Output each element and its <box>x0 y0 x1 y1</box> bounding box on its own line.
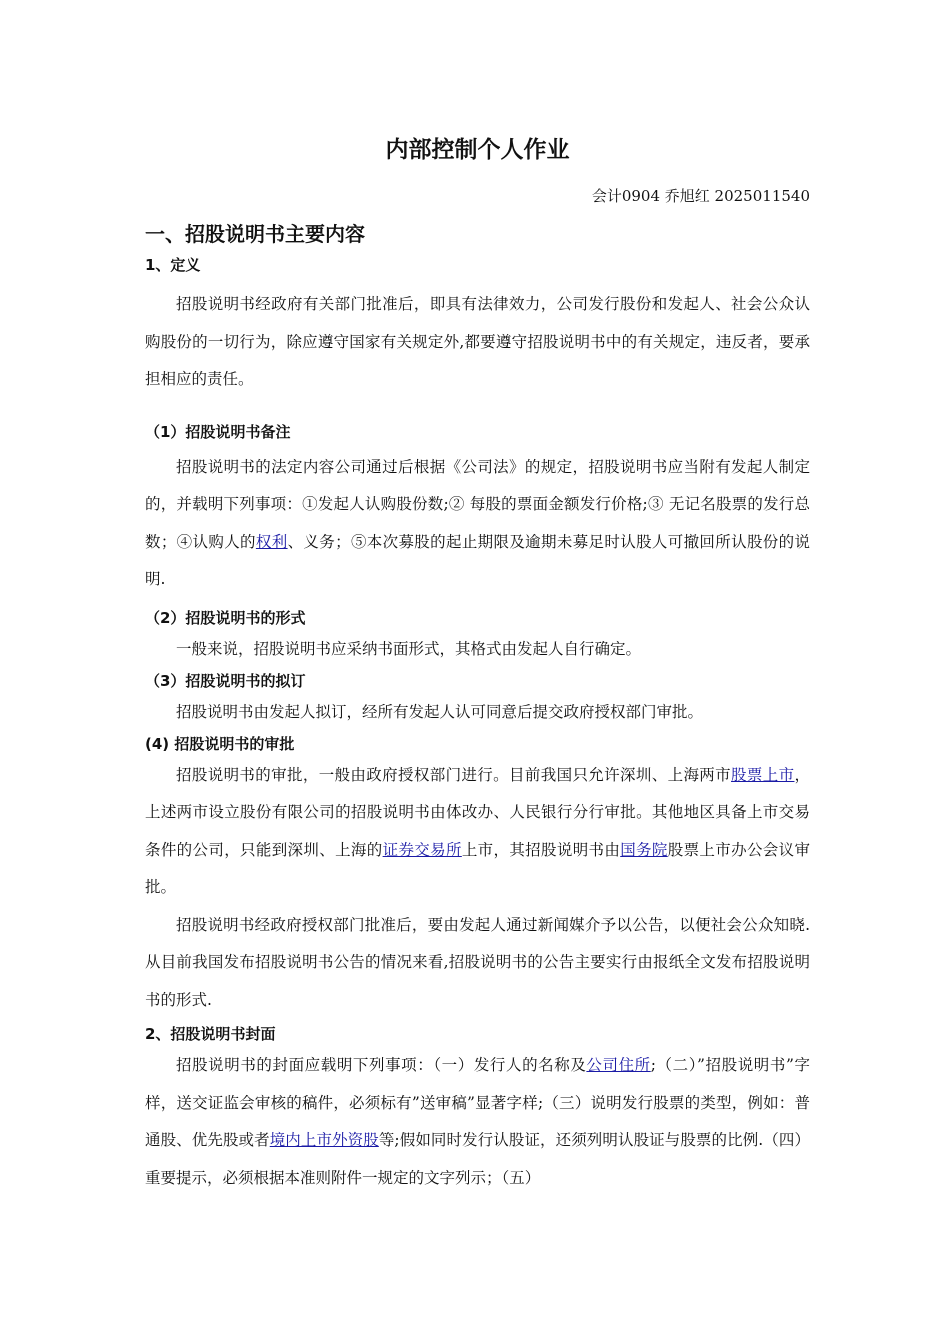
author-line: 会计0904 乔旭红 2025011540 <box>591 187 810 205</box>
link-stock-listing[interactable]: 股票上市 <box>731 765 795 784</box>
cover-paragraph <box>145 1047 810 1197</box>
subsection-heading-cover: 2、招股说明书封面 <box>145 1025 276 1043</box>
link-state-council[interactable]: 国务院 <box>620 840 668 859</box>
text-run: 股票上市办公会议审批。 <box>145 840 810 896</box>
note-heading-4: (4) 招股说明书的审批 <box>145 734 295 753</box>
link-rights[interactable]: 权利 <box>255 532 288 551</box>
note-paragraph-4 <box>145 757 810 907</box>
page-title: 内部控制个人作业 <box>385 137 570 163</box>
text-run: 招股说明书的审批，一般由政府授权部门进行。目前我国只允许深圳、上海两市 <box>176 765 732 784</box>
link-company-address[interactable]: 公司住所 <box>586 1056 651 1074</box>
note-paragraph-4b: 招股说明书经政府授权部门批准后，要由发起人通过新闻媒介予以公告，以便社会公众知晓.从目前我国发布招股说明书公告的情况来看,招股说明书的公告主要实行由报纸全文发布招股说明书的形式. <box>145 915 810 1009</box>
link-stock-exchange[interactable]: 证券交易所 <box>382 840 462 859</box>
note-paragraph-3: 招股说明书由发起人拟订，经所有发起人认可同意后提交政府授权部门审批。 <box>176 702 704 721</box>
link-domestic-foreign-shares[interactable]: 境内上市外资股 <box>269 1131 379 1149</box>
definition-paragraph: 招股说明书经政府有关部门批准后，即具有法律效力，公司发行股份和发起人、社会公众认购股份的一切行为，除应遵守国家有关规定外,都要遵守招股说明书中的有关规定，违反者，要承担相应的责任。 <box>145 295 810 388</box>
note-paragraph-2: 一般来说，招股说明书应采纳书面形式，其格式由发起人自行确定。 <box>176 639 642 658</box>
text-run: 、义务；⑤本次募股的起止期限及逾期未募足时认股人可撤回所认股份的说明. <box>145 532 810 588</box>
text-run: 招股说明书的法定内容公司通过后根据《公司法》的规定，招股说明书应当附有发起人制定的，并载明下列事项：①发起人认购股份数;② 每股的票面金额发行价格;③ 无记名股票的发行总数；④认购人的 <box>145 457 810 551</box>
document-body <box>145 130 810 1197</box>
note-heading-2: （2）招股说明书的形式 <box>145 608 306 627</box>
note-paragraph-1 <box>145 449 810 599</box>
note-heading-1: （1）招股说明书备注 <box>145 422 291 441</box>
note-heading-3: （3）招股说明书的拟订 <box>145 671 306 690</box>
text-run: ;（二）”招股说明书”字样，送交证监会审核的稿件，必须标有”送审稿”显著字样;（三）说明发行股票的类型，例如：普通股、优先股或者 <box>145 1056 810 1149</box>
text-run: 上市，其招股说明书由 <box>461 840 621 859</box>
text-run: 等;假如同时发行认股证，还须列明认股证与股票的比例.（四）重要提示，必须根据本准则附件一规定的文字列示；（五） <box>145 1131 810 1187</box>
text-run: ，上述两市设立股份有限公司的招股说明书由体改办、人民银行分行审批。其他地区具备上市交易条件的公司，只能到深圳、上海的 <box>145 765 810 859</box>
text-run: 招股说明书的封面应载明下列事项：（一）发行人的名称及 <box>176 1056 587 1074</box>
subsection-heading-definition: 1、定义 <box>145 256 201 274</box>
section-heading: 一、招股说明书主要内容 <box>145 222 365 246</box>
